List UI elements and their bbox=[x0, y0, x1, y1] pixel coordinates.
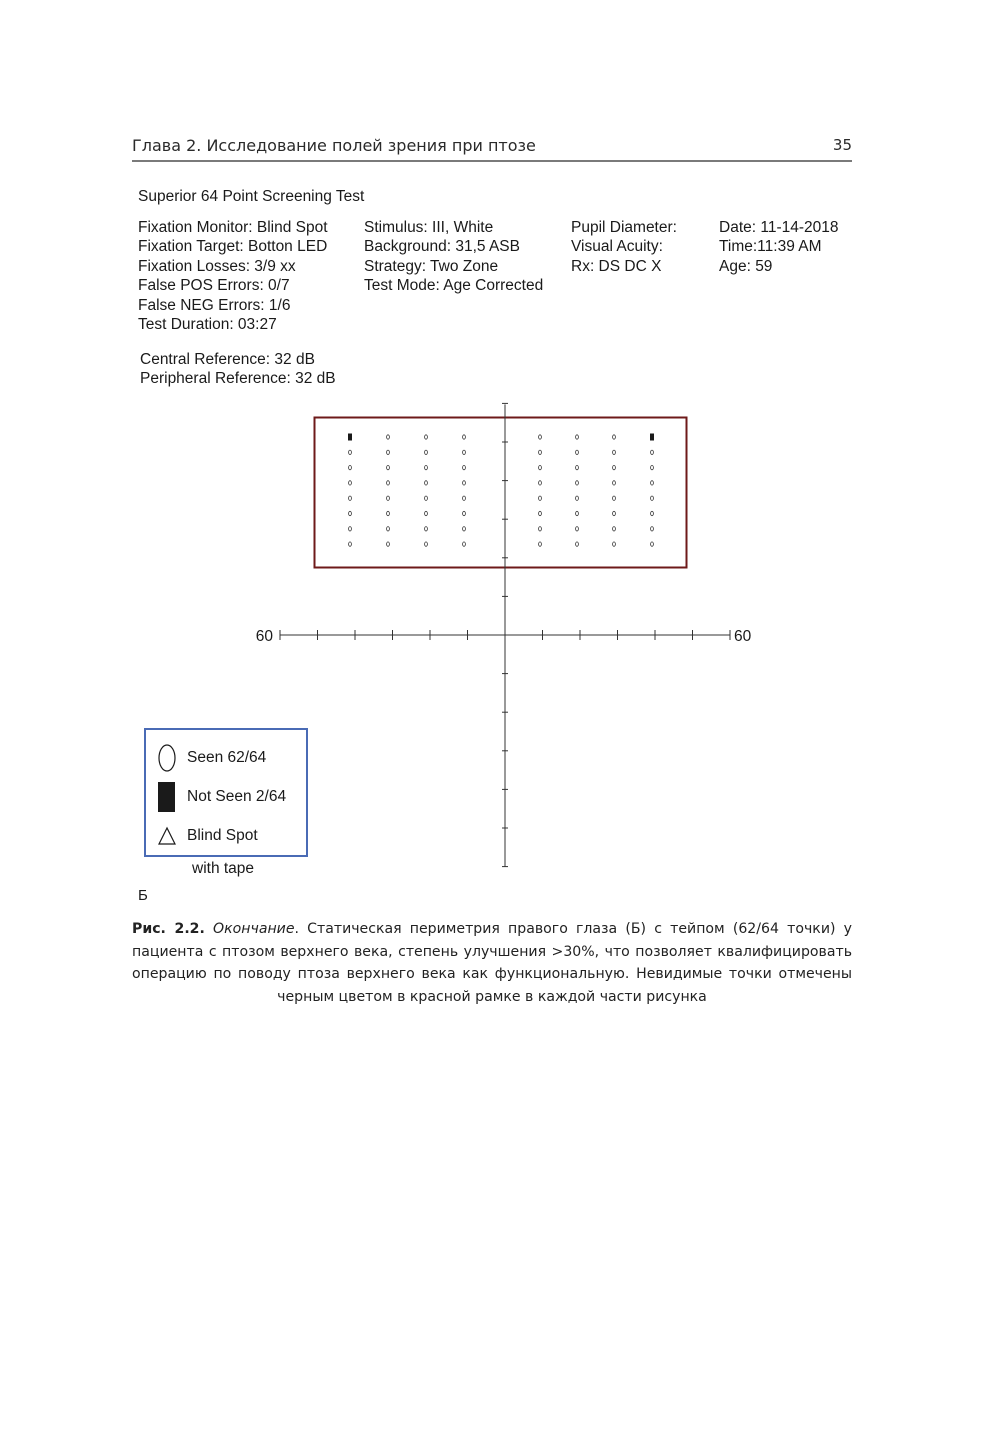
test-point-seen bbox=[349, 542, 352, 546]
test-point-seen bbox=[539, 481, 542, 485]
test-point-seen bbox=[425, 511, 428, 515]
test-point-seen bbox=[425, 542, 428, 546]
figure-caption-text: . Статическая периметрия правого глаза (Б) с тейпом (62/64 точки) у пациента с птозом верхнего века, степень улучшения >30%, что позволяет квалифицировать операцию по поводу птоза верхнего века как функциональную. Невидимые точки отмечены черным цветом в красной рамке в каждой части рисунка bbox=[132, 921, 853, 1005]
test-point-seen bbox=[576, 527, 579, 531]
test-duration: Test Duration: 03:27 bbox=[138, 316, 277, 334]
report-title: Superior 64 Point Screening Test bbox=[138, 188, 365, 205]
pupil-diameter: Pupil Diameter: bbox=[571, 219, 677, 236]
test-point-seen bbox=[576, 496, 579, 500]
test-point-seen bbox=[651, 450, 654, 454]
test-point-seen bbox=[463, 542, 466, 546]
test-point-seen bbox=[613, 435, 616, 439]
axis-right-label: 60 bbox=[734, 628, 752, 645]
legend-label-not-seen: Not Seen 2/64 bbox=[187, 788, 287, 805]
test-point-seen bbox=[613, 481, 616, 485]
test-point-seen bbox=[576, 435, 579, 439]
test-point-seen bbox=[425, 465, 428, 469]
test-point-seen bbox=[387, 450, 390, 454]
test-point-seen bbox=[349, 496, 352, 500]
test-point-seen bbox=[576, 450, 579, 454]
legend-item-seen bbox=[156, 743, 306, 773]
test-time: Time:11:39 AM bbox=[719, 238, 822, 256]
test-point-seen bbox=[463, 435, 466, 439]
test-mode: Test Mode: Age Corrected bbox=[364, 277, 544, 295]
ellipse-icon bbox=[156, 743, 178, 773]
test-point-seen bbox=[425, 450, 428, 454]
test-point-seen bbox=[539, 542, 542, 546]
test-point-seen bbox=[349, 527, 352, 531]
test-point-seen bbox=[387, 527, 390, 531]
test-point-seen bbox=[463, 450, 466, 454]
test-point-seen bbox=[387, 435, 390, 439]
test-point-seen bbox=[613, 465, 616, 469]
legend-label-blind-spot: Blind Spot bbox=[187, 827, 258, 844]
legend-note: with tape bbox=[192, 860, 255, 877]
test-point-seen bbox=[387, 481, 390, 485]
test-area-frame bbox=[315, 418, 687, 568]
test-point-seen bbox=[651, 511, 654, 515]
test-point-seen bbox=[539, 435, 542, 439]
panel-letter: Б bbox=[138, 887, 148, 904]
test-points bbox=[348, 434, 654, 547]
test-point-seen bbox=[576, 511, 579, 515]
test-point-seen bbox=[425, 496, 428, 500]
legend-item-blind-spot bbox=[156, 821, 306, 851]
test-point-seen bbox=[613, 542, 616, 546]
test-point-seen bbox=[463, 481, 466, 485]
test-point-seen bbox=[425, 481, 428, 485]
triangle-icon bbox=[156, 821, 178, 851]
central-reference: Central Reference: 32 dB bbox=[140, 351, 315, 368]
filled-rect-icon bbox=[156, 782, 178, 812]
test-point-not-seen bbox=[348, 434, 352, 441]
stimulus: Stimulus: III, White bbox=[364, 219, 494, 236]
legend-box bbox=[144, 728, 308, 857]
test-point-seen bbox=[651, 496, 654, 500]
test-point-seen bbox=[613, 496, 616, 500]
test-point-seen bbox=[349, 481, 352, 485]
test-point-seen bbox=[349, 450, 352, 454]
test-point-seen bbox=[463, 511, 466, 515]
test-point-seen bbox=[387, 542, 390, 546]
test-point-seen bbox=[613, 527, 616, 531]
field-axes bbox=[280, 403, 730, 866]
fixation-monitor: Fixation Monitor: Blind Spot bbox=[138, 219, 328, 236]
peripheral-reference: Peripheral Reference: 32 dB bbox=[140, 370, 336, 388]
test-point-not-seen bbox=[650, 434, 654, 441]
test-point-seen bbox=[539, 465, 542, 469]
legend-item-not-seen bbox=[156, 782, 306, 812]
test-point-seen bbox=[463, 465, 466, 469]
axis-left-label: 60 bbox=[255, 628, 273, 645]
strategy: Strategy: Two Zone bbox=[364, 257, 499, 275]
fixation-losses: Fixation Losses: 3/9 xx bbox=[138, 257, 296, 275]
rx: Rx: DS DC X bbox=[571, 257, 662, 275]
test-date: Date: 11-14-2018 bbox=[719, 219, 839, 236]
test-point-seen bbox=[613, 450, 616, 454]
test-point-seen bbox=[651, 542, 654, 546]
test-point-seen bbox=[576, 481, 579, 485]
test-point-seen bbox=[576, 465, 579, 469]
test-point-seen bbox=[425, 435, 428, 439]
figure-number: Рис. 2.2. bbox=[132, 921, 205, 937]
fixation-target: Fixation Target: Botton LED bbox=[138, 238, 328, 256]
test-point-seen bbox=[539, 511, 542, 515]
test-point-seen bbox=[387, 465, 390, 469]
test-point-seen bbox=[349, 511, 352, 515]
test-point-seen bbox=[539, 496, 542, 500]
false-pos-errors: False POS Errors: 0/7 bbox=[138, 277, 290, 295]
test-point-seen bbox=[349, 465, 352, 469]
chapter-title: Глава 2. Исследование полей зрения при птозе bbox=[132, 136, 536, 155]
test-point-seen bbox=[387, 511, 390, 515]
test-point-seen bbox=[651, 465, 654, 469]
figure-caption-italic: Окончание bbox=[213, 921, 295, 937]
background: Background: 31,5 ASB bbox=[364, 238, 520, 256]
test-point-seen bbox=[463, 527, 466, 531]
false-neg-errors: False NEG Errors: 1/6 bbox=[138, 296, 291, 314]
test-point-seen bbox=[651, 481, 654, 485]
test-point-seen bbox=[651, 527, 654, 531]
test-point-seen bbox=[613, 511, 616, 515]
test-point-seen bbox=[539, 450, 542, 454]
visual-acuity: Visual Acuity: bbox=[571, 238, 663, 256]
test-point-seen bbox=[576, 542, 579, 546]
test-point-seen bbox=[387, 496, 390, 500]
patient-age: Age: 59 bbox=[719, 257, 773, 275]
test-point-seen bbox=[463, 496, 466, 500]
figure-caption bbox=[132, 918, 852, 1008]
legend-label-seen: Seen 62/64 bbox=[187, 749, 267, 766]
test-point-seen bbox=[425, 527, 428, 531]
test-point-seen bbox=[539, 527, 542, 531]
page-number: 35 bbox=[832, 136, 852, 154]
